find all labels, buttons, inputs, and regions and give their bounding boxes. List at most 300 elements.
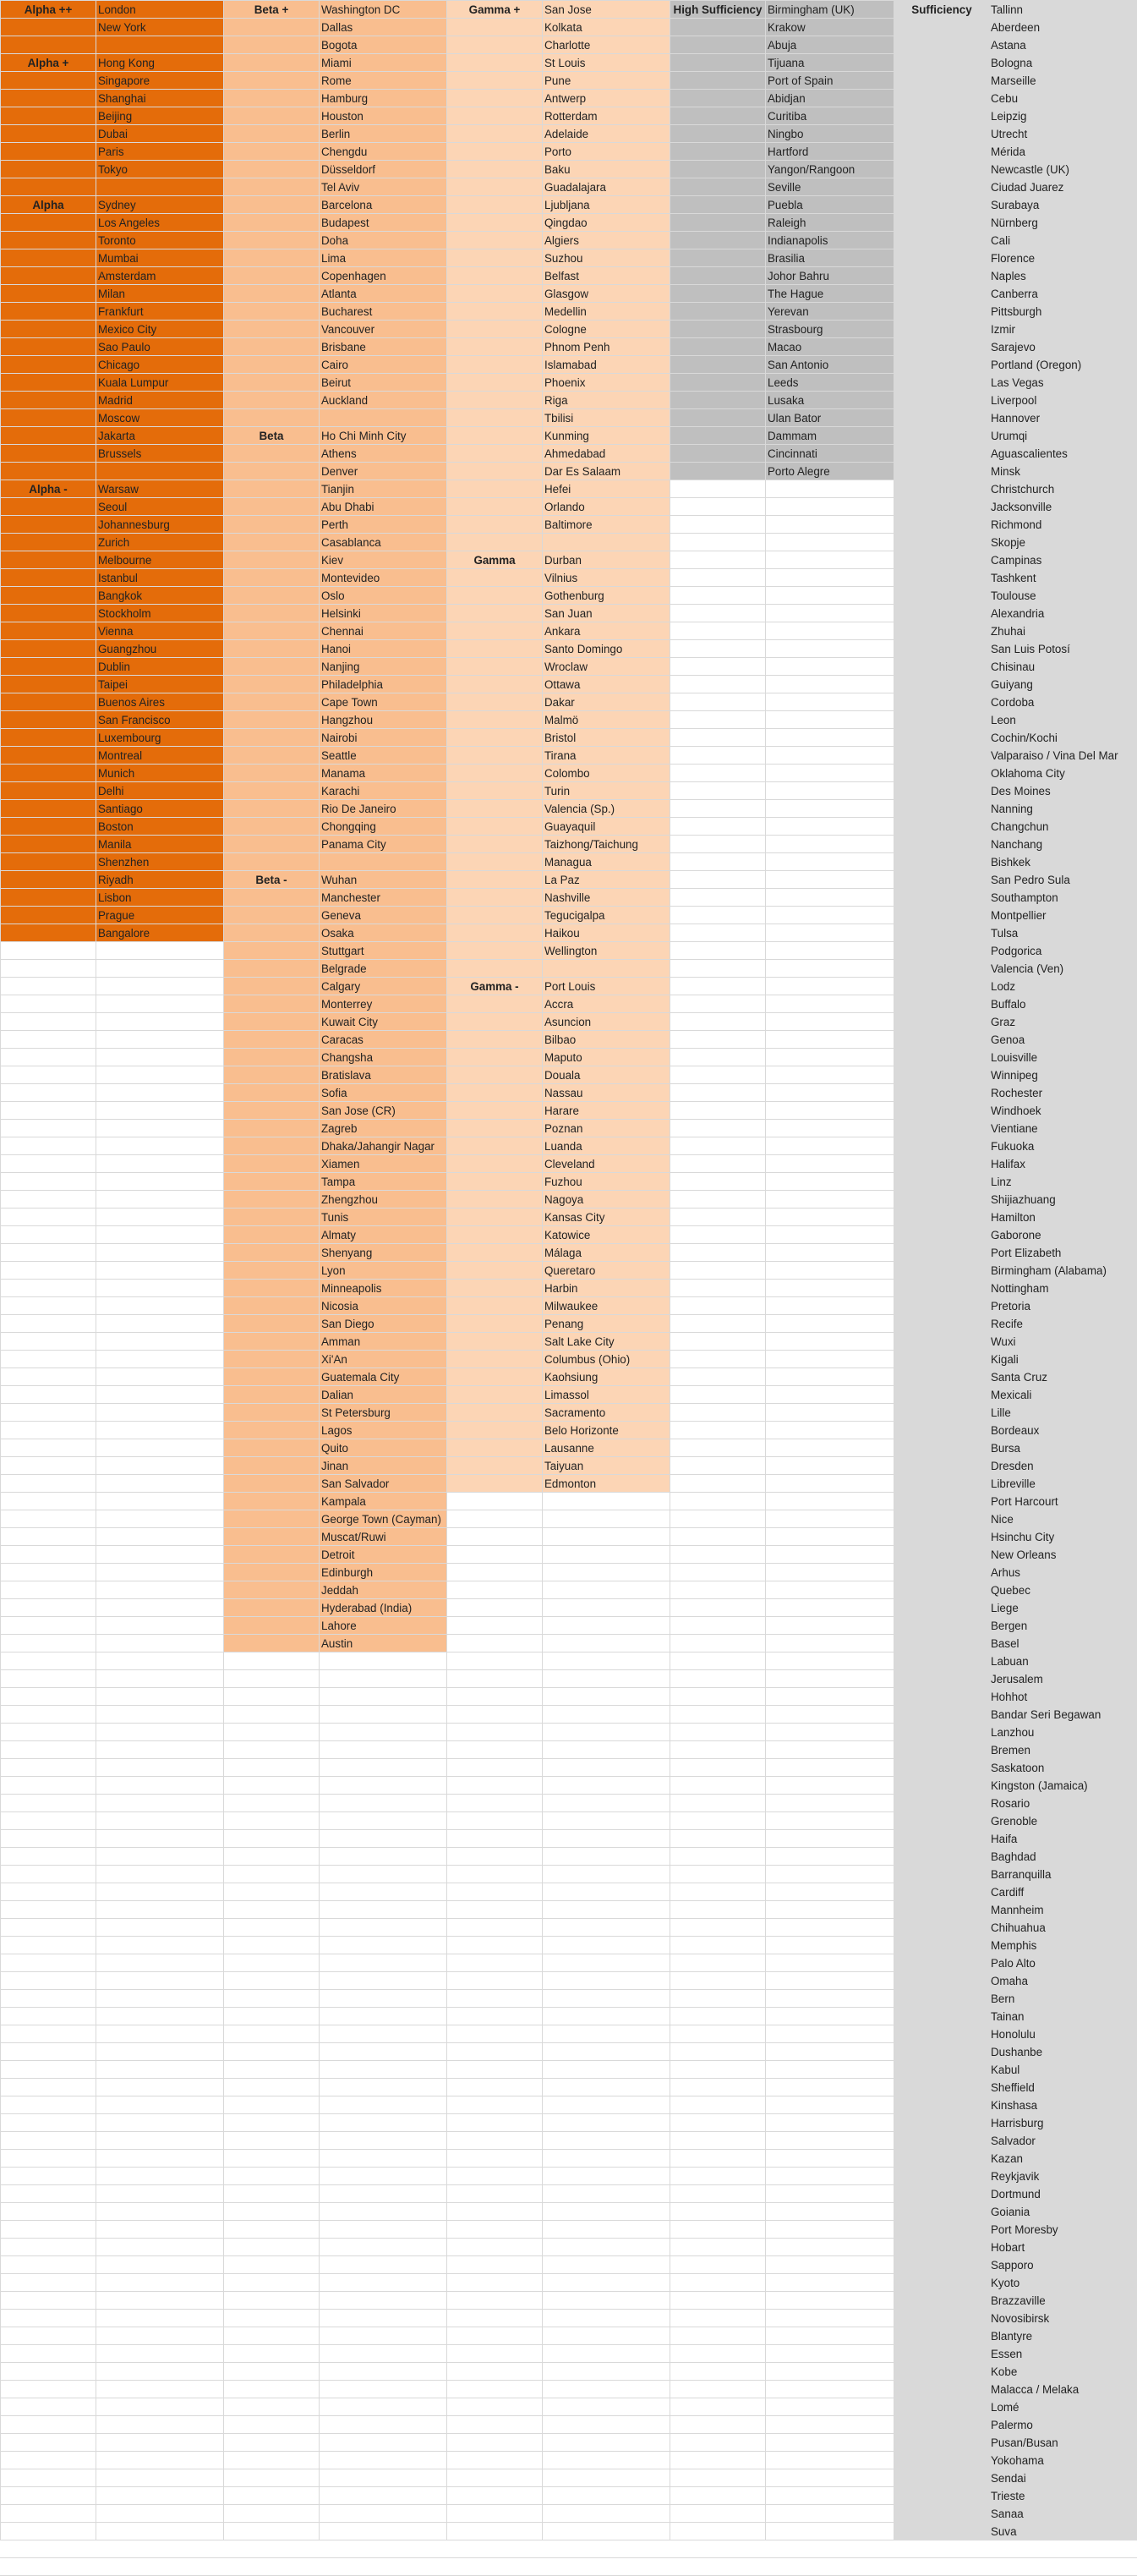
city-cell[interactable]: Dallas <box>321 21 353 34</box>
city-cell[interactable]: Cardiff <box>991 1886 1025 1899</box>
city-cell[interactable]: Cologne <box>544 323 587 336</box>
city-cell[interactable]: Birmingham (UK) <box>768 3 855 16</box>
city-cell[interactable]: Urumqi <box>991 430 1028 442</box>
city-cell[interactable]: Sheffield <box>991 2081 1035 2094</box>
city-cell[interactable]: Milan <box>98 288 125 300</box>
city-cell[interactable]: Ottawa <box>544 678 581 691</box>
city-cell[interactable]: Mexico City <box>98 323 157 336</box>
city-cell[interactable]: Gaborone <box>991 1229 1041 1241</box>
city-cell[interactable]: Xi'An <box>321 1353 347 1366</box>
city-cell[interactable]: Port of Spain <box>768 74 834 87</box>
city-cell[interactable]: St Louis <box>544 57 586 69</box>
city-cell[interactable]: Belfast <box>544 270 579 282</box>
city-cell[interactable]: Kansas City <box>544 1211 605 1224</box>
city-cell[interactable]: Columbus (Ohio) <box>544 1353 631 1366</box>
city-cell[interactable]: Suva <box>991 2525 1017 2538</box>
city-cell[interactable]: Abuja <box>768 39 797 52</box>
city-cell[interactable]: Istanbul <box>98 572 138 584</box>
city-cell[interactable]: Adelaide <box>544 128 589 140</box>
city-cell[interactable]: Amsterdam <box>98 270 156 282</box>
city-cell[interactable]: Salt Lake City <box>544 1335 615 1348</box>
city-cell[interactable]: Baku <box>544 163 571 176</box>
city-cell[interactable]: Ljubljana <box>544 199 590 211</box>
city-cell[interactable]: Dhaka/Jahangir Nagar <box>321 1140 435 1153</box>
city-cell[interactable]: Sarajevo <box>991 341 1036 354</box>
city-cell[interactable]: Barranquilla <box>991 1868 1052 1881</box>
city-cell[interactable]: Chisinau <box>991 660 1036 673</box>
city-cell[interactable]: Bern <box>991 1992 1015 2005</box>
city-cell[interactable]: London <box>98 3 136 16</box>
city-cell[interactable]: Alexandria <box>991 607 1045 620</box>
city-cell[interactable]: Penang <box>544 1318 584 1330</box>
city-cell[interactable]: Douala <box>544 1069 581 1082</box>
city-cell[interactable]: Los Angeles <box>98 216 160 229</box>
city-cell[interactable]: Porto <box>544 145 572 158</box>
city-cell[interactable]: Stockholm <box>98 607 151 620</box>
city-cell[interactable]: Harrisburg <box>991 2117 1044 2129</box>
city-cell[interactable]: Essen <box>991 2348 1023 2360</box>
city-cell[interactable]: Palermo <box>991 2419 1033 2431</box>
city-cell[interactable]: Tijuana <box>768 57 805 69</box>
city-cell[interactable]: Pittsburgh <box>991 305 1042 318</box>
city-cell[interactable]: Richmond <box>991 518 1042 531</box>
city-cell[interactable]: Edinburgh <box>321 1566 374 1579</box>
city-cell[interactable]: Ho Chi Minh City <box>321 430 407 442</box>
city-cell[interactable]: Asuncion <box>544 1016 592 1028</box>
city-cell[interactable]: Tunis <box>321 1211 349 1224</box>
city-cell[interactable]: Brazzaville <box>991 2294 1046 2307</box>
city-cell[interactable]: Guiyang <box>991 678 1033 691</box>
city-cell[interactable]: Valparaiso / Vina Del Mar <box>991 749 1118 762</box>
city-cell[interactable]: Jacksonville <box>991 501 1052 513</box>
city-cell[interactable]: Perth <box>321 518 349 531</box>
city-cell[interactable]: Leon <box>991 714 1016 726</box>
city-cell[interactable]: Seville <box>768 181 801 194</box>
city-cell[interactable]: Beirut <box>321 376 351 389</box>
city-cell[interactable]: Geneva <box>321 909 361 922</box>
city-cell[interactable]: Graz <box>991 1016 1016 1028</box>
city-cell[interactable]: Doha <box>321 234 349 247</box>
city-cell[interactable]: Bologna <box>991 57 1033 69</box>
city-cell[interactable]: Aberdeen <box>991 21 1041 34</box>
city-cell[interactable]: Hangzhou <box>321 714 374 726</box>
city-cell[interactable]: Chennai <box>321 625 364 638</box>
city-cell[interactable]: Oklahoma City <box>991 767 1065 780</box>
city-cell[interactable]: Prague <box>98 909 135 922</box>
city-cell[interactable]: Sanaa <box>991 2507 1024 2520</box>
city-cell[interactable]: Arhus <box>991 1566 1020 1579</box>
city-cell[interactable]: Philadelphia <box>321 678 383 691</box>
city-cell[interactable]: Johannesburg <box>98 518 170 531</box>
city-cell[interactable]: Kazan <box>991 2152 1023 2165</box>
city-cell[interactable]: Mexicali <box>991 1389 1032 1401</box>
city-cell[interactable]: Lima <box>321 252 347 265</box>
city-cell[interactable]: Curitiba <box>768 110 807 123</box>
city-cell[interactable]: Monterrey <box>321 998 373 1011</box>
city-cell[interactable]: Tulsa <box>991 927 1019 940</box>
city-cell[interactable]: Yerevan <box>768 305 809 318</box>
city-cell[interactable]: Luxembourg <box>98 732 161 744</box>
city-cell[interactable]: Shenzhen <box>98 856 150 869</box>
city-cell[interactable]: Bucharest <box>321 305 373 318</box>
city-cell[interactable]: Kingston (Jamaica) <box>991 1779 1088 1792</box>
city-cell[interactable]: Kaohsiung <box>544 1371 599 1384</box>
city-cell[interactable]: Port Moresby <box>991 2223 1058 2236</box>
city-cell[interactable]: Reykjavik <box>991 2170 1040 2183</box>
city-cell[interactable]: George Town (Cayman) <box>321 1513 441 1526</box>
city-cell[interactable]: Lisbon <box>98 891 132 904</box>
city-cell[interactable]: Changchun <box>991 820 1049 833</box>
city-cell[interactable]: Vientiane <box>991 1122 1038 1135</box>
city-cell[interactable]: Suzhou <box>544 252 583 265</box>
city-cell[interactable]: Newcastle (UK) <box>991 163 1070 176</box>
city-cell[interactable]: Leeds <box>768 376 799 389</box>
city-cell[interactable]: Bishkek <box>991 856 1030 869</box>
city-cell[interactable]: Denver <box>321 465 358 478</box>
city-cell[interactable]: Tallinn <box>991 3 1023 16</box>
city-cell[interactable]: Jakarta <box>98 430 135 442</box>
city-cell[interactable]: Aguascalientes <box>991 447 1068 460</box>
city-cell[interactable]: Sao Paulo <box>98 341 150 354</box>
city-cell[interactable]: Liverpool <box>991 394 1037 407</box>
city-cell[interactable]: Santo Domingo <box>544 643 623 655</box>
city-cell[interactable]: Santiago <box>98 803 143 815</box>
city-cell[interactable]: Southampton <box>991 891 1058 904</box>
city-cell[interactable]: Austin <box>321 1637 353 1650</box>
city-cell[interactable]: Saskatoon <box>991 1762 1045 1774</box>
city-cell[interactable]: Tel Aviv <box>321 181 360 194</box>
city-cell[interactable]: The Hague <box>768 288 824 300</box>
city-cell[interactable]: Poznan <box>544 1122 583 1135</box>
city-cell[interactable]: Quebec <box>991 1584 1030 1597</box>
city-cell[interactable]: Tirana <box>544 749 577 762</box>
city-cell[interactable]: Islamabad <box>544 359 597 371</box>
city-cell[interactable]: Vancouver <box>321 323 375 336</box>
city-cell[interactable]: Canberra <box>991 288 1038 300</box>
city-cell[interactable]: Karachi <box>321 785 360 797</box>
city-cell[interactable]: Trieste <box>991 2490 1025 2502</box>
city-cell[interactable]: Baltimore <box>544 518 593 531</box>
city-cell[interactable]: Bristol <box>544 732 577 744</box>
city-cell[interactable]: Sydney <box>98 199 136 211</box>
city-cell[interactable]: Atlanta <box>321 288 357 300</box>
city-cell[interactable]: Boston <box>98 820 134 833</box>
city-cell[interactable]: Harare <box>544 1104 579 1117</box>
city-cell[interactable]: Bratislava <box>321 1069 371 1082</box>
city-cell[interactable]: Zagreb <box>321 1122 358 1135</box>
city-cell[interactable]: Zurich <box>98 536 130 549</box>
city-cell[interactable]: San Jose <box>544 3 592 16</box>
city-cell[interactable]: Berlin <box>321 128 351 140</box>
city-cell[interactable]: Warsaw <box>98 483 139 496</box>
city-cell[interactable]: Libreville <box>991 1477 1036 1490</box>
city-cell[interactable]: Bangalore <box>98 927 150 940</box>
city-cell[interactable]: Rosario <box>991 1797 1030 1810</box>
city-cell[interactable]: Nanning <box>991 803 1033 815</box>
city-cell[interactable]: Macao <box>768 341 802 354</box>
city-cell[interactable]: Belgrade <box>321 962 367 975</box>
city-cell[interactable]: Hsinchu City <box>991 1531 1055 1543</box>
city-cell[interactable]: Miami <box>321 57 352 69</box>
city-cell[interactable]: Las Vegas <box>991 376 1044 389</box>
city-cell[interactable]: Calgary <box>321 980 361 993</box>
city-cell[interactable]: Bilbao <box>544 1033 577 1046</box>
city-cell[interactable]: Tegucigalpa <box>544 909 605 922</box>
city-cell[interactable]: Athens <box>321 447 357 460</box>
city-cell[interactable]: Orlando <box>544 501 585 513</box>
city-cell[interactable]: Omaha <box>991 1975 1028 1987</box>
city-cell[interactable]: Linz <box>991 1176 1012 1188</box>
city-cell[interactable]: Labuan <box>991 1655 1029 1668</box>
city-cell[interactable]: Quito <box>321 1442 349 1455</box>
city-cell[interactable]: Bordeaux <box>991 1424 1040 1437</box>
city-cell[interactable]: Cape Town <box>321 696 378 709</box>
city-cell[interactable]: Kabul <box>991 2064 1020 2076</box>
city-cell[interactable]: Nanchang <box>991 838 1043 851</box>
city-cell[interactable]: Genoa <box>991 1033 1025 1046</box>
city-cell[interactable]: Sapporo <box>991 2259 1034 2272</box>
city-cell[interactable]: Halifax <box>991 1158 1025 1170</box>
city-cell[interactable]: Nottingham <box>991 1282 1049 1295</box>
city-cell[interactable]: Lahore <box>321 1620 357 1632</box>
city-cell[interactable]: St Petersburg <box>321 1406 391 1419</box>
city-cell[interactable]: Chongqing <box>321 820 376 833</box>
city-cell[interactable]: Brasilia <box>768 252 805 265</box>
city-cell[interactable]: Hong Kong <box>98 57 156 69</box>
city-cell[interactable]: Hannover <box>991 412 1041 425</box>
city-cell[interactable]: Houston <box>321 110 364 123</box>
city-cell[interactable]: Guayaquil <box>544 820 596 833</box>
city-cell[interactable]: Manama <box>321 767 366 780</box>
city-cell[interactable]: New York <box>98 21 146 34</box>
city-cell[interactable]: Nicosia <box>321 1300 358 1313</box>
city-cell[interactable]: Maputo <box>544 1051 582 1064</box>
city-cell[interactable]: Port Elizabeth <box>991 1247 1062 1259</box>
city-cell[interactable]: Dushanbe <box>991 2046 1043 2058</box>
city-cell[interactable]: Colombo <box>544 767 590 780</box>
city-cell[interactable]: Sacramento <box>544 1406 606 1419</box>
city-cell[interactable]: Riga <box>544 394 568 407</box>
city-cell[interactable]: Bangkok <box>98 589 143 602</box>
city-cell[interactable]: Kigali <box>991 1353 1019 1366</box>
city-cell[interactable]: Nanjing <box>321 660 360 673</box>
city-cell[interactable]: Málaga <box>544 1247 582 1259</box>
city-cell[interactable]: Algiers <box>544 234 579 247</box>
city-cell[interactable]: Buffalo <box>991 998 1026 1011</box>
city-cell[interactable]: Cali <box>991 234 1011 247</box>
city-cell[interactable]: Haikou <box>544 927 580 940</box>
city-cell[interactable]: Honolulu <box>991 2028 1036 2041</box>
city-cell[interactable]: Liege <box>991 1602 1019 1614</box>
city-cell[interactable]: Tainan <box>991 2010 1025 2023</box>
city-cell[interactable]: Paris <box>98 145 124 158</box>
city-cell[interactable]: Delhi <box>98 785 124 797</box>
city-cell[interactable]: Charlotte <box>544 39 591 52</box>
city-cell[interactable]: Pretoria <box>991 1300 1030 1313</box>
city-cell[interactable]: Dubai <box>98 128 128 140</box>
city-cell[interactable]: Shanghai <box>98 92 146 105</box>
city-cell[interactable]: San Luis Potosí <box>991 643 1070 655</box>
city-cell[interactable]: Lyon <box>321 1264 346 1277</box>
city-cell[interactable]: Indianapolis <box>768 234 828 247</box>
city-cell[interactable]: Chicago <box>98 359 140 371</box>
city-cell[interactable]: Marseille <box>991 74 1036 87</box>
city-cell[interactable]: Detroit <box>321 1548 355 1561</box>
city-cell[interactable]: San Juan <box>544 607 593 620</box>
city-cell[interactable]: Gothenburg <box>544 589 604 602</box>
city-cell[interactable]: Yokohama <box>991 2454 1044 2467</box>
city-cell[interactable]: Astana <box>991 39 1026 52</box>
city-cell[interactable]: Tianjin <box>321 483 354 496</box>
city-cell[interactable]: Washington DC <box>321 3 401 16</box>
city-cell[interactable]: Kiev <box>321 554 344 567</box>
city-cell[interactable]: Lodz <box>991 980 1016 993</box>
city-cell[interactable]: Fuzhou <box>544 1176 582 1188</box>
city-cell[interactable]: Nairobi <box>321 732 358 744</box>
city-cell[interactable]: Oslo <box>321 589 345 602</box>
city-cell[interactable]: Kobe <box>991 2365 1018 2378</box>
city-cell[interactable]: Bergen <box>991 1620 1028 1632</box>
city-cell[interactable]: Bandar Seri Begawan <box>991 1708 1101 1721</box>
city-cell[interactable]: Florence <box>991 252 1036 265</box>
city-cell[interactable]: Toulouse <box>991 589 1036 602</box>
city-cell[interactable]: Panama City <box>321 838 386 851</box>
city-cell[interactable]: Taipei <box>98 678 128 691</box>
city-cell[interactable]: Dalian <box>321 1389 353 1401</box>
city-cell[interactable]: Brussels <box>98 447 142 460</box>
city-cell[interactable]: Amman <box>321 1335 361 1348</box>
city-cell[interactable]: Dortmund <box>991 2188 1041 2201</box>
city-cell[interactable]: Vienna <box>98 625 134 638</box>
city-cell[interactable]: Des Moines <box>991 785 1051 797</box>
city-cell[interactable]: Manchester <box>321 891 380 904</box>
city-cell[interactable]: Kolkata <box>544 21 582 34</box>
city-cell[interactable]: Düsseldorf <box>321 163 376 176</box>
city-cell[interactable]: Lanzhou <box>991 1726 1035 1739</box>
city-cell[interactable]: Cordoba <box>991 696 1035 709</box>
city-cell[interactable]: Kunming <box>544 430 589 442</box>
city-cell[interactable]: Luanda <box>544 1140 582 1153</box>
city-cell[interactable]: Nagoya <box>544 1193 584 1206</box>
city-cell[interactable]: San Antonio <box>768 359 829 371</box>
city-cell[interactable]: Valencia (Ven) <box>991 962 1064 975</box>
city-cell[interactable]: Wuxi <box>991 1335 1016 1348</box>
city-cell[interactable]: Santa Cruz <box>991 1371 1047 1384</box>
city-cell[interactable]: Portland (Oregon) <box>991 359 1082 371</box>
city-cell[interactable]: Madrid <box>98 394 133 407</box>
city-cell[interactable]: Antwerp <box>544 92 587 105</box>
city-cell[interactable]: Toronto <box>98 234 136 247</box>
city-cell[interactable]: Guadalajara <box>544 181 606 194</box>
city-cell[interactable]: Montpellier <box>991 909 1047 922</box>
city-cell[interactable]: Rome <box>321 74 352 87</box>
city-cell[interactable]: Edmonton <box>544 1477 597 1490</box>
city-cell[interactable]: Mumbai <box>98 252 139 265</box>
city-cell[interactable]: New Orleans <box>991 1548 1057 1561</box>
city-cell[interactable]: Phnom Penh <box>544 341 610 354</box>
city-cell[interactable]: Naples <box>991 270 1026 282</box>
city-cell[interactable]: Haifa <box>991 1833 1018 1845</box>
city-cell[interactable]: Tokyo <box>98 163 128 176</box>
city-cell[interactable]: Changsha <box>321 1051 374 1064</box>
city-cell[interactable]: Dar Es Salaam <box>544 465 621 478</box>
city-cell[interactable]: Campinas <box>991 554 1042 567</box>
city-cell[interactable]: Hohhot <box>991 1691 1028 1703</box>
city-cell[interactable]: Hobart <box>991 2241 1025 2254</box>
city-cell[interactable]: Beijing <box>98 110 133 123</box>
city-cell[interactable]: Rochester <box>991 1087 1043 1099</box>
city-cell[interactable]: Riyadh <box>98 874 134 886</box>
city-cell[interactable]: Port Harcourt <box>991 1495 1058 1508</box>
city-cell[interactable]: Limassol <box>544 1389 589 1401</box>
city-cell[interactable]: Palo Alto <box>991 1957 1036 1970</box>
city-cell[interactable]: Shijiazhuang <box>991 1193 1056 1206</box>
city-cell[interactable]: Dammam <box>768 430 817 442</box>
city-cell[interactable]: Rotterdam <box>544 110 598 123</box>
city-cell[interactable]: Ankara <box>544 625 581 638</box>
city-cell[interactable]: Recife <box>991 1318 1023 1330</box>
city-cell[interactable]: Baghdad <box>991 1850 1036 1863</box>
city-cell[interactable]: Nashville <box>544 891 591 904</box>
city-cell[interactable]: Seattle <box>321 749 357 762</box>
city-cell[interactable]: Lausanne <box>544 1442 594 1455</box>
city-cell[interactable]: Milwaukee <box>544 1300 599 1313</box>
city-cell[interactable]: Singapore <box>98 74 150 87</box>
city-cell[interactable]: Lille <box>991 1406 1011 1419</box>
city-cell[interactable]: Nice <box>991 1513 1014 1526</box>
city-cell[interactable]: Bursa <box>991 1442 1020 1455</box>
city-cell[interactable]: Nürnberg <box>991 216 1038 229</box>
city-cell[interactable]: Ningbo <box>768 128 804 140</box>
city-cell[interactable]: Taiyuan <box>544 1460 584 1472</box>
city-cell[interactable]: Chengdu <box>321 145 368 158</box>
city-cell[interactable]: Seoul <box>98 501 128 513</box>
city-cell[interactable]: Kampala <box>321 1495 366 1508</box>
city-cell[interactable]: Kuwait City <box>321 1016 378 1028</box>
city-cell[interactable]: Dublin <box>98 660 130 673</box>
city-cell[interactable]: Tampa <box>321 1176 356 1188</box>
city-cell[interactable]: Brisbane <box>321 341 366 354</box>
city-cell[interactable]: Turin <box>544 785 571 797</box>
city-cell[interactable]: Grenoble <box>991 1815 1038 1828</box>
city-cell[interactable]: Cochin/Kochi <box>991 732 1058 744</box>
city-cell[interactable]: Lomé <box>991 2401 1019 2414</box>
city-cell[interactable]: Malmö <box>544 714 579 726</box>
city-cell[interactable]: Nassau <box>544 1087 583 1099</box>
city-cell[interactable]: Port Louis <box>544 980 596 993</box>
city-cell[interactable]: Blantyre <box>991 2330 1033 2343</box>
city-cell[interactable]: Zhengzhou <box>321 1193 379 1206</box>
city-cell[interactable]: Managua <box>544 856 592 869</box>
city-cell[interactable]: Harbin <box>544 1282 578 1295</box>
city-cell[interactable]: Jinan <box>321 1460 349 1472</box>
city-cell[interactable]: Jerusalem <box>991 1673 1043 1685</box>
city-cell[interactable]: Buenos Aires <box>98 696 165 709</box>
city-cell[interactable]: Yangon/Rangoon <box>768 163 855 176</box>
city-cell[interactable]: Jeddah <box>321 1584 358 1597</box>
city-cell[interactable]: Lusaka <box>768 394 805 407</box>
city-cell[interactable]: Cebu <box>991 92 1019 105</box>
city-cell[interactable]: Vilnius <box>544 572 578 584</box>
city-cell[interactable]: Sofia <box>321 1087 347 1099</box>
city-cell[interactable]: Podgorica <box>991 945 1042 957</box>
city-cell[interactable]: Hanoi <box>321 643 351 655</box>
city-cell[interactable]: Memphis <box>991 1939 1037 1952</box>
city-cell[interactable]: Guangzhou <box>98 643 157 655</box>
city-cell[interactable]: Fukuoka <box>991 1140 1035 1153</box>
city-cell[interactable]: Birmingham (Alabama) <box>991 1264 1107 1277</box>
city-cell[interactable]: Krakow <box>768 21 806 34</box>
